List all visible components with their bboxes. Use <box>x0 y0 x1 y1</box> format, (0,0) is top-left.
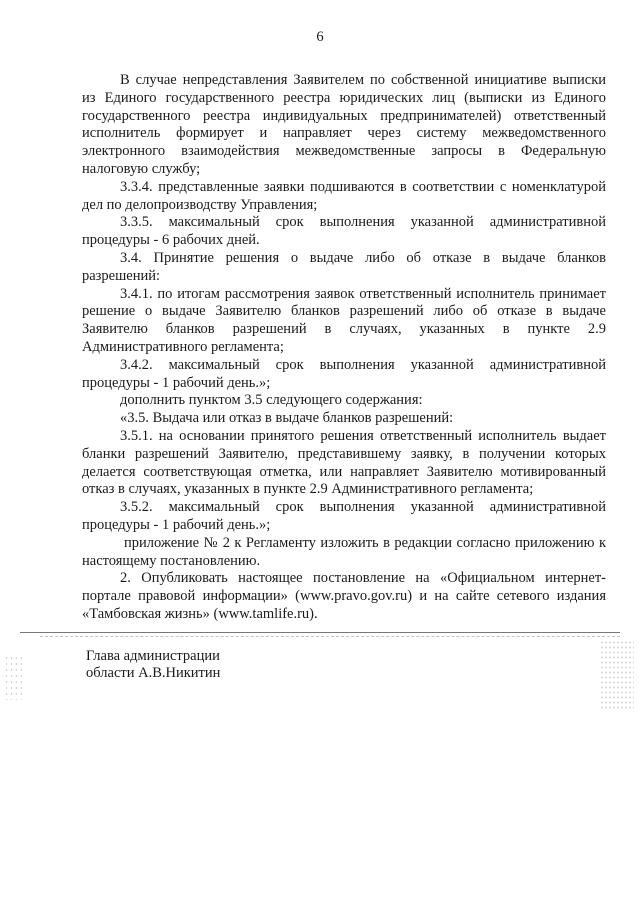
scan-noise-right <box>600 640 634 710</box>
signature-title: Глава администрации <box>86 648 220 664</box>
paragraph-egrul-request: В случае непредставления Заявителем по собственной инициативе выписки из Единого государственного реестра юридических лиц (выписки из Единого государственного реестра индивидуальных предпринимателей) ответственный исполнитель формирует и направляет через систему межведомственного электронного взаимодействия межведомственные запросы в Федеральную налоговую службу; <box>82 72 606 177</box>
paragraph-publish: 2. Опубликовать настоящее постановление на «Официальном интернет-портале правовой информации» (www.pravo.gov.ru) и на сайте сетевого издания «Тамбовская жизнь» (www.tamlife.ru). <box>82 570 606 622</box>
page-number: 6 <box>316 29 324 45</box>
page-divider-line <box>20 632 620 634</box>
paragraph-add-3-5: дополнить пунктом 3.5 следующего содержания: <box>120 392 423 409</box>
paragraph-3-4: 3.4. Принятие решения о выдаче либо об отказе в выдаче бланков разрешений: <box>82 249 606 284</box>
paragraph-3-3-4: 3.3.4. представленные заявки подшиваются в соответствии с номенклатурой дел по делопроизводству Управления; <box>82 178 606 213</box>
paragraph-3-5: «3.5. Выдача или отказ в выдаче бланков разрешений: <box>120 410 454 427</box>
paragraph-3-3-5: 3.3.5. максимальный срок выполнения указанной административной процедуры - 6 рабочих дней. <box>82 214 606 249</box>
paragraph-3-5-2: 3.5.2. максимальный срок выполнения указанной административной процедуры - 1 рабочий день.»; <box>82 499 606 533</box>
page-divider-shadow <box>40 636 620 638</box>
paragraph-3-5-1: 3.5.1. на основании принятого решения ответственный исполнитель выдает бланки разрешений Заявителю, представившему заявку, в получении которых делается соответствующая отметка, или направляет Заявителю мотивированный отказ в случаях, указанных в пункте 2.9 Административного регламента; <box>82 427 606 498</box>
scan-noise-left <box>4 655 22 700</box>
paragraph-3-4-2: 3.4.2. максимальный срок выполнения указанной административной процедуры - 1 рабочий день.»; <box>82 356 606 391</box>
document-body <box>82 72 606 624</box>
signature-name: области А.В.Никитин <box>86 665 221 681</box>
paragraph-appendix-2: приложение № 2 к Регламенту изложить в редакции согласно приложению к настоящему постановлению. <box>82 534 606 569</box>
signature-block <box>86 648 220 682</box>
paragraph-3-4-1: 3.4.1. по итогам рассмотрения заявок ответственный исполнитель принимает решение о выдаче Заявителю бланков разрешений либо об отказе в выдаче Заявителю бланков разрешений в случаях, указанных в пункте 2.9 Административного регламента; <box>82 285 606 355</box>
